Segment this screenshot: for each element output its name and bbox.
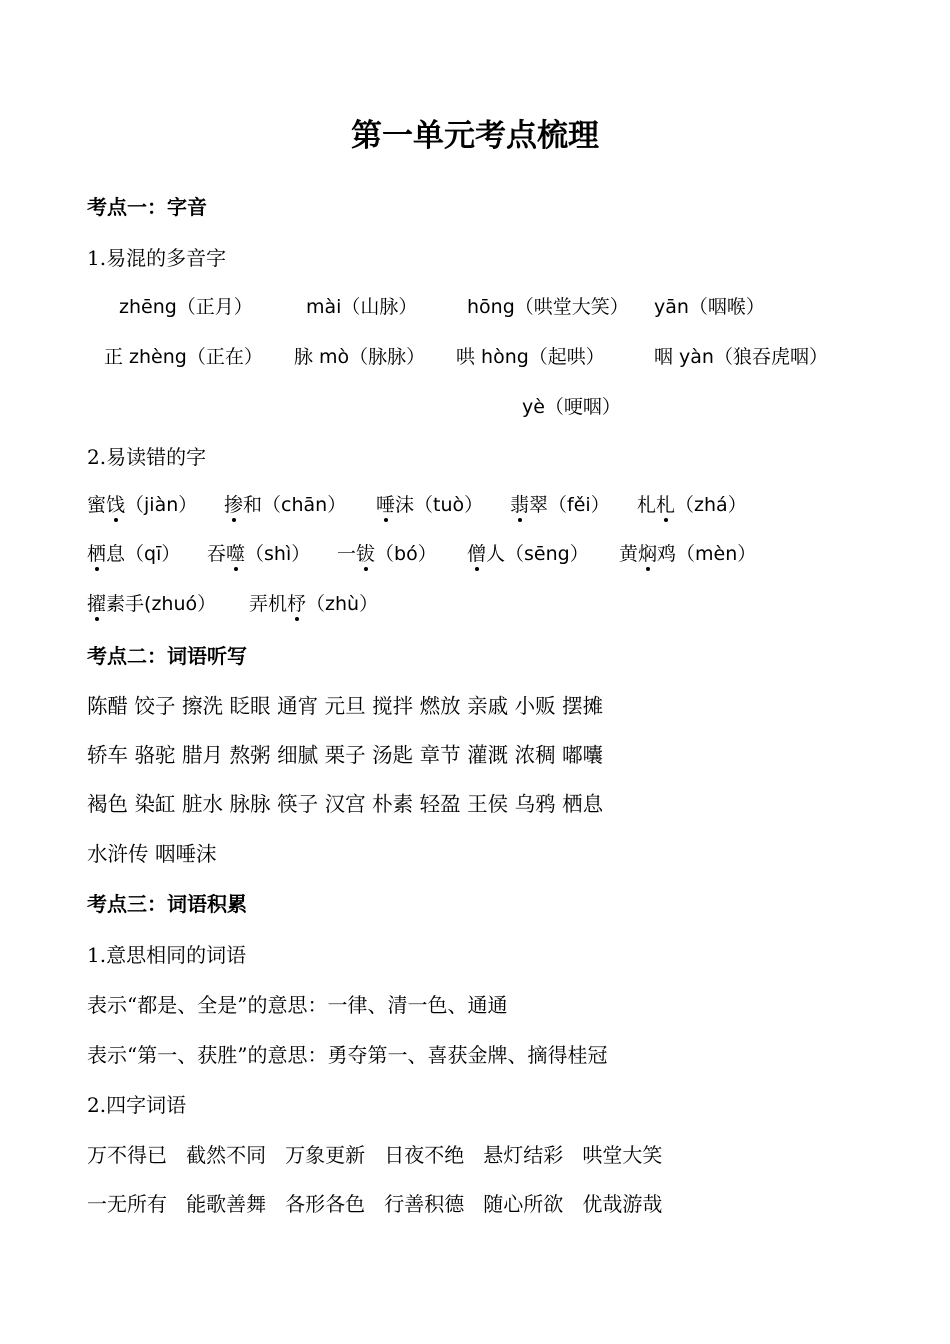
synonym-line-2: 表示“第一、获胜”的意思：勇夺第一、喜获金牌、摘得桂冠 bbox=[87, 1043, 608, 1067]
misread-word: 掺和（chān） bbox=[224, 494, 347, 516]
polyphone-zheng1: zhēng（正月） bbox=[119, 296, 253, 318]
misread-row-3 bbox=[87, 593, 378, 616]
polyphone-yan1: yān（咽喉） bbox=[654, 296, 765, 318]
dictation-row-1: 陈醋 饺子 擦洗 眨眼 通宵 元旦 搅拌 燃放 亲戚 小贩 摆摊 bbox=[87, 694, 604, 718]
idiom-row-2: 一无所有 能歌善舞 各形各色 行善积德 随心所欲 优哉游哉 bbox=[87, 1192, 663, 1216]
dictation-row-2: 轿车 骆驼 腊月 熬粥 细腻 栗子 汤匙 章节 灌溉 浓稠 嘟囔 bbox=[87, 743, 604, 767]
synonym-line-1: 表示“都是、全是”的意思：一律、清一色、通通 bbox=[87, 993, 508, 1017]
polyphone-yan4: 咽 yàn（狼吞虎咽） bbox=[654, 346, 828, 368]
misread-word: 弄机杼（zhù） bbox=[249, 593, 379, 615]
polyphone-hong1: hōng（哄堂大笑） bbox=[467, 296, 629, 318]
polyphone-zheng4: 正 zhèng（正在） bbox=[104, 346, 263, 368]
polyphone-mai: mài（山脉） bbox=[306, 296, 418, 318]
misread-word: 擢素手(zhuó） bbox=[87, 593, 217, 615]
misread-row-2 bbox=[87, 543, 756, 566]
polyphone-hong4: 哄 hòng（起哄） bbox=[456, 346, 605, 368]
misread-word: 一钹（bó） bbox=[337, 543, 437, 565]
subheading-polyphonic: 1.易混的多音字 bbox=[87, 246, 227, 270]
misread-row-1 bbox=[87, 494, 747, 517]
misread-word: 栖息（qī） bbox=[87, 543, 181, 565]
idiom-row-1: 万不得已 截然不同 万象更新 日夜不绝 悬灯结彩 哄堂大笑 bbox=[87, 1143, 663, 1167]
misread-word: 蜜饯（jiàn） bbox=[87, 494, 198, 516]
polyphone-mo: 脉 mò（脉脉） bbox=[294, 346, 426, 368]
subheading-idioms: 2.四字词语 bbox=[87, 1093, 187, 1117]
misread-word: 札札（zhá） bbox=[637, 494, 747, 516]
page-title: 第一单元考点梳理 bbox=[351, 118, 599, 154]
section-heading-vocabulary: 考点三：词语积累 bbox=[87, 892, 247, 916]
misread-word: 黄焖鸡（mèn） bbox=[619, 543, 757, 565]
misread-word: 翡翠（fěi） bbox=[510, 494, 610, 516]
polyphone-ye: yè（哽咽） bbox=[522, 396, 621, 418]
dictation-row-3: 褐色 染缸 脏水 脉脉 筷子 汉宫 朴素 轻盈 王侯 乌鸦 栖息 bbox=[87, 792, 604, 816]
dictation-row-4: 水浒传 咽唾沫 bbox=[87, 842, 217, 866]
section-heading-pronunciation: 考点一：字音 bbox=[87, 195, 207, 219]
subheading-synonyms: 1.意思相同的词语 bbox=[87, 943, 247, 967]
misread-word: 唾沫（tuò） bbox=[376, 494, 484, 516]
section-heading-dictation: 考点二：词语听写 bbox=[87, 644, 247, 668]
misread-word: 吞噬（shì） bbox=[207, 543, 311, 565]
misread-word: 僧人（sēng） bbox=[467, 543, 589, 565]
subheading-misread: 2.易读错的字 bbox=[87, 445, 207, 469]
